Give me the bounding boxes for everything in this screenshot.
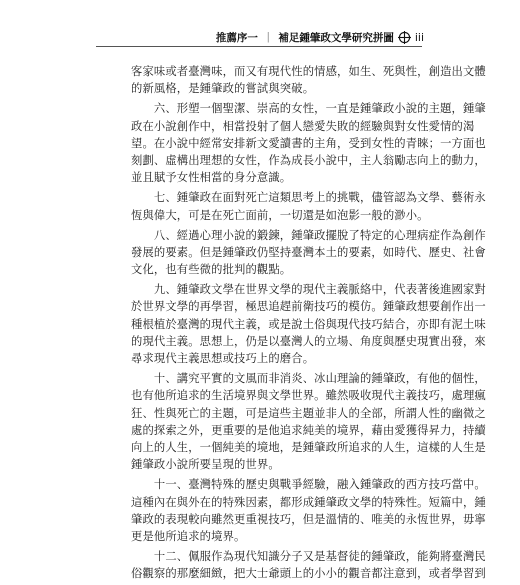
text-line: 尋求現代主義思想或技巧上的磨合。 xyxy=(131,352,315,365)
text-line: 更是他所追求的境界。 xyxy=(131,529,246,543)
header-separator: ｜ xyxy=(262,32,274,44)
text-line: 望。在小說中經常安排新文愛讀書的主角，受到女性的青睞；一方面也 xyxy=(131,136,486,150)
text-line: 十二、佩服作為現代知識分子又是基督徒的鍾肇政，能夠將臺灣民 xyxy=(131,550,486,564)
text-line: 發展的要素。但是鍾肇政仍堅持臺灣本土的要素，如時代、歷史、社會 xyxy=(131,245,486,259)
text-line: 十、講究平實的文風而非消炎、冰山理論的鍾肇政，有他的個性， xyxy=(131,372,486,386)
text-line: 鍾肇政小說所要呈現的世界。 xyxy=(131,458,280,472)
paragraph xyxy=(131,227,486,279)
text-line: 肇政的表現較向雖然更重視技巧，但是溫情的、唯美的永恆世界，毋寧 xyxy=(131,512,486,526)
paragraph xyxy=(131,63,486,97)
paragraph xyxy=(131,476,486,545)
text-line: 七、鍾肇政在面對死亡這類思考上的挑戰，儘管認為文學、藝術永 xyxy=(131,191,486,205)
text-line: 恆與偉大，可是在死亡面前，一切還是如泡影一般的渺小。 xyxy=(131,208,429,222)
page-number: iii xyxy=(414,31,424,44)
header-section: 推薦序一 xyxy=(215,32,258,44)
paragraph xyxy=(131,189,486,223)
text-line: 向上的人生，一個純美的境地，是鍾肇政所追求的人生，這樣的人生是 xyxy=(131,440,486,454)
text-line: 狂、性與死亡的主題，可是這些主題並非人的全部，所謂人性的幽微之 xyxy=(131,406,486,420)
header-rule xyxy=(96,46,422,47)
paragraph xyxy=(131,370,486,473)
running-header xyxy=(216,30,424,45)
text-line: 八、經過心理小說的鍛鍊，鍾肇政擺脫了特定的心理病症作為創作 xyxy=(131,228,486,242)
paragraph xyxy=(131,548,486,582)
text-line: 的現代主義。思想上，仍是以臺灣人的立場、角度與歷史現實出發，來 xyxy=(131,334,486,348)
text-line: 六、形塑一個聖潔、崇高的女性，一直是鍾肇政小說的主題，鍾肇 xyxy=(131,102,486,116)
crosshair-registration-icon xyxy=(398,31,411,44)
text-line: 也有他所追求的生活境界與文學世界。雖然吸收現代主義技巧，處理瘋 xyxy=(131,389,486,403)
text-line: 文化，也有些微的批判的觀點。 xyxy=(131,263,292,277)
paragraph xyxy=(131,100,486,186)
document-body xyxy=(131,63,486,585)
text-line: 俗觀察的那麼細緻，把大士爺頭上的小小的觀音都注意到，或者學習到 xyxy=(131,567,486,581)
header-title: 補足鍾肇政文學研究拼圖 xyxy=(278,32,394,44)
paragraph xyxy=(131,281,486,367)
text-line: 並且賦予女性相當的身分意識。 xyxy=(131,171,292,185)
text-line: 處的探索之外，更重要的是他追求純美的境界，藉由愛獲得昇力，持續 xyxy=(131,423,486,437)
text-line: 這種內在與外在的特殊因素，都形成鍾肇政文學的特殊性。短篇中，鍾 xyxy=(131,495,486,509)
text-line: 九、鍾肇政文學在世界文學的現代主義脈絡中，代表著後進國家對 xyxy=(131,283,486,297)
text-line: 的新風格，是鍾肇政的嘗試與突破。 xyxy=(131,82,315,96)
text-line: 政在小說創作中，相當投射了個人戀愛失敗的經驗與對女性愛情的渴 xyxy=(131,119,475,133)
text-line: 客家味或者臺灣味，而又有現代性的情感，如生、死與性，創造出文體 xyxy=(131,65,486,78)
text-line: 刻劃、虛構出理想的女性，作為成長小說中，主人翁勵志向上的動力， xyxy=(131,153,486,167)
text-line: 十一、臺灣特殊的歷史與戰爭經驗，融入鍾肇政的西方技巧當中。 xyxy=(131,478,486,492)
text-line: 種根植於臺灣的現代主義，或是說土俗與現代技巧結合，亦即有泥土味 xyxy=(131,317,486,331)
text-line: 於世界文學的再學習，極思追趕前衛技巧的模仿。鍾肇政想要創作出一 xyxy=(131,300,486,314)
